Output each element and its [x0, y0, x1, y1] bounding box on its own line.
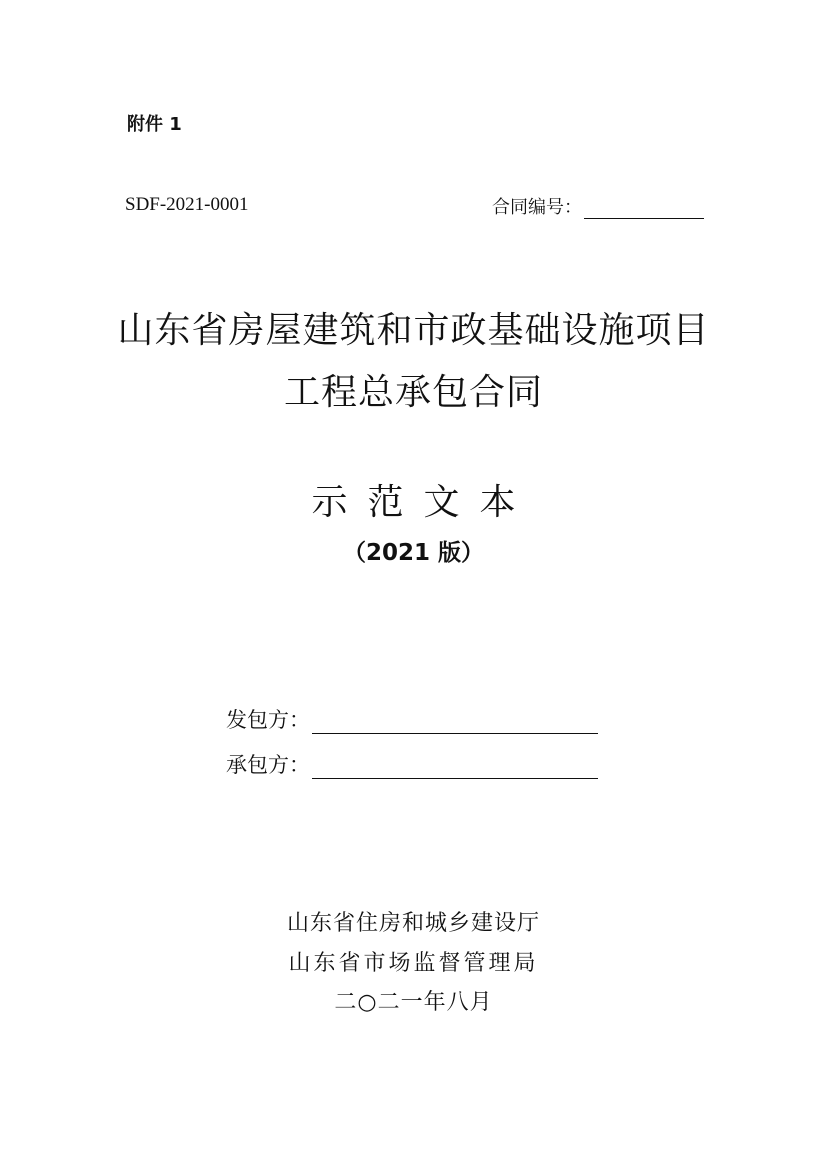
document-subtitle: 示范文本	[311, 482, 536, 523]
contract-number-row	[492, 193, 704, 219]
contractor-blank[interactable]	[312, 756, 598, 779]
contract-number-blank[interactable]	[584, 198, 704, 219]
issuer-line2: 山东省市场监督管理局	[288, 951, 539, 976]
document-code: SDF-2021-0001	[125, 194, 249, 215]
employer-label: 发包方：	[226, 708, 310, 732]
contractor-row	[226, 749, 598, 779]
contract-number-label: 合同编号：	[492, 197, 582, 218]
document-title-line1: 山东省房屋建筑和市政基础设施项目	[117, 310, 710, 351]
issuer-line1: 山东省住房和城乡建设厅	[286, 911, 540, 936]
employer-row	[226, 704, 598, 734]
employer-blank[interactable]	[312, 711, 598, 734]
attachment-label: 附件 1	[127, 114, 182, 135]
edition-label: （2021 版）	[342, 540, 485, 566]
contractor-label: 承包方：	[226, 753, 310, 777]
document-title-line2: 工程总承包合同	[283, 372, 543, 413]
issue-date: 二○二一年八月	[334, 990, 493, 1015]
